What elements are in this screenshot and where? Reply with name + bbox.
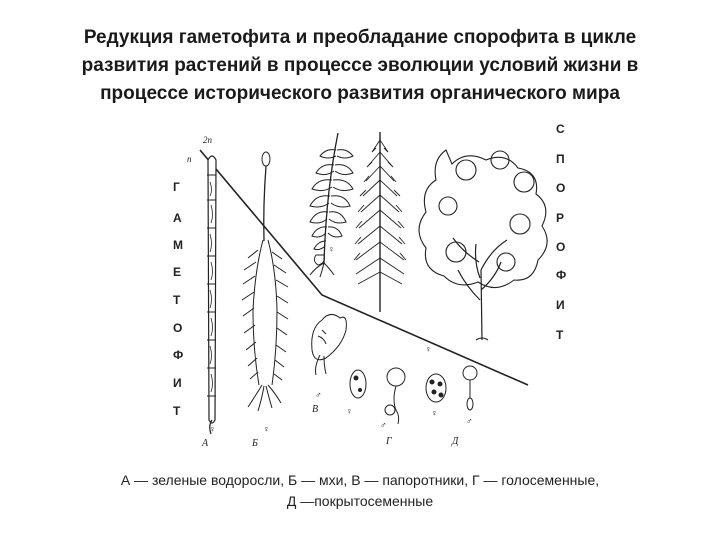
ploidy-n-label: n	[187, 154, 192, 164]
gametophyte-letter: Ф	[173, 348, 184, 362]
sporophyte-letter: Ф	[556, 268, 567, 282]
sporophyte-letter: П	[556, 152, 565, 166]
gametophyte-letter: И	[173, 376, 182, 390]
gametophyte-letter: Т	[173, 293, 181, 307]
female-mark: ♀	[209, 424, 216, 434]
title-line-3: процессе исторического развития органического мира	[100, 83, 620, 104]
sporophyte-letter: О	[556, 240, 566, 254]
group-v-label: В	[312, 404, 319, 415]
fern-prothallus-drawing	[312, 314, 347, 375]
title-line-1: Редукция гаметофита и преобладание спорофита в цикле	[83, 27, 637, 48]
male-mark: ♂	[466, 416, 473, 426]
conifer-tree-drawing	[354, 132, 406, 312]
figure-caption	[60, 470, 660, 512]
moss-drawing	[242, 152, 288, 411]
sporophyte-letter: Т	[556, 328, 564, 342]
sporophyte-letter: Р	[556, 211, 565, 225]
seed-plant-gametophytes-drawing	[350, 366, 477, 424]
caption-line-1: А — зеленые водоросли, Б — мхи, В — папоротники, Г — голосеменные,	[120, 472, 600, 488]
female-mark: ♀	[328, 244, 335, 254]
green-alga-filament-drawing	[207, 156, 216, 434]
female-mark: ♀	[346, 406, 353, 416]
gametophyte-letter: Г	[173, 180, 180, 194]
gametophyte-letter: М	[173, 238, 183, 252]
sporophyte-letter: С	[556, 122, 565, 136]
caption-line-2: Д —покрытосеменные	[286, 493, 434, 509]
sporophyte-letter: О	[556, 181, 566, 195]
sporophyte-letter: И	[556, 298, 565, 312]
gametophyte-letter: О	[173, 321, 183, 335]
gametophyte-letter: А	[173, 211, 182, 225]
male-mark: ♂	[315, 390, 322, 400]
female-mark: ♀	[431, 408, 438, 418]
female-mark: ♀	[425, 344, 432, 354]
group-d-label: Д	[452, 436, 459, 447]
male-mark: ♂	[380, 420, 387, 430]
ploidy-2n-label: 2n	[203, 135, 212, 145]
female-mark: ♀	[263, 424, 270, 434]
gametophyte-letter: Е	[173, 265, 182, 279]
group-a-label: А	[202, 438, 209, 449]
deciduous-tree-drawing	[419, 150, 547, 340]
group-b-label: Б	[252, 438, 258, 449]
title-line-2: развития растений в процессе эволюции условий жизни в	[81, 55, 639, 76]
fern-frond-drawing	[310, 133, 353, 277]
gametophyte-letter: Т	[173, 404, 181, 418]
group-g-label: Г	[386, 436, 392, 447]
